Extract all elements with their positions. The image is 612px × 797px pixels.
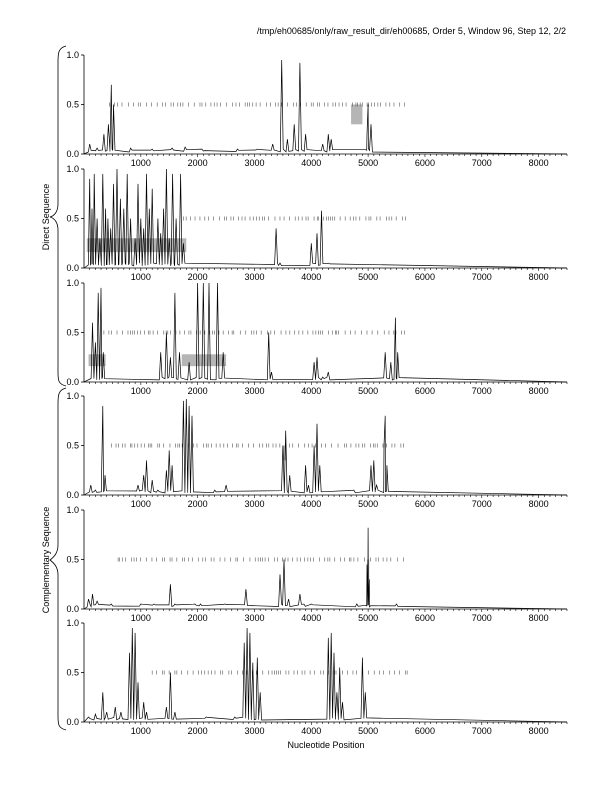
panel-6-y-tick-label-1: 0.0 [66, 717, 79, 727]
panel-3-y-tick-label-1: 0.0 [66, 377, 79, 387]
panel-4-x-tick-label-4: 4000 [301, 499, 322, 509]
panel-5-y-tick-label-3: 1.0 [66, 505, 79, 515]
panel-6-x-tick-label-8: 8000 [528, 726, 549, 736]
panel-3-y-tick-label-3: 1.0 [66, 278, 79, 288]
panel-2-y-tick-label-1: 0.0 [66, 263, 79, 273]
group-label-complementary: Complementary Sequence [41, 506, 51, 614]
panel-3-x-tick-label-6: 6000 [414, 386, 435, 396]
panel-5-y-tick-label-2: 0.5 [66, 554, 79, 565]
panel-6-y-tick-label-3: 1.0 [66, 618, 79, 628]
panel-5-y-tick-label-1: 0.0 [66, 604, 79, 614]
panel-4-x-tick-label-5: 5000 [358, 499, 379, 509]
panel-5-x-tick-label-5: 5000 [358, 613, 379, 623]
panel-2 [66, 164, 567, 282]
panel-4-x-tick-label-7: 7000 [471, 499, 492, 509]
panel-3-x-tick-label-4: 4000 [301, 386, 322, 396]
panel-5-x-tick-label-2: 2000 [187, 613, 208, 623]
panel-6-x-tick-label-3: 3000 [244, 726, 265, 736]
panel-3-shaded-region-2 [182, 354, 226, 366]
group-label-direct: Direct Sequence [41, 183, 51, 251]
panel-1-y-tick-label-2: 0.5 [66, 99, 79, 110]
panel-3-x-tick-label-5: 5000 [358, 386, 379, 396]
panel-3 [66, 278, 567, 396]
panel-4-y-tick-label-3: 1.0 [66, 391, 79, 401]
brace-complementary [50, 388, 66, 730]
panel-4-x-tick-label-6: 6000 [414, 499, 435, 509]
panel-1-x-tick-label-8: 8000 [528, 158, 549, 168]
panel-2-x-tick-label-5: 5000 [358, 272, 379, 282]
panel-2-x-tick-label-3: 3000 [244, 272, 265, 282]
panel-4-x-tick-label-2: 2000 [187, 499, 208, 509]
panel-5-x-tick-label-7: 7000 [471, 613, 492, 623]
panel-3-series-line [84, 283, 567, 382]
panel-4-x-tick-label-3: 3000 [244, 499, 265, 509]
panel-5-x-tick-label-1: 1000 [130, 613, 151, 623]
panel-3-x-tick-label-1: 1000 [130, 386, 151, 396]
panel-3-x-tick-label-7: 7000 [471, 386, 492, 396]
panel-1-shaded-region-1 [351, 105, 362, 125]
panel-2-x-tick-label-4: 4000 [301, 272, 322, 282]
panel-2-y-tick-label-2: 0.5 [66, 213, 79, 224]
panel-6-x-tick-label-7: 7000 [471, 726, 492, 736]
panel-6-x-tick-label-2: 2000 [187, 726, 208, 736]
panel-4-y-tick-label-2: 0.5 [66, 440, 79, 451]
panel-6-y-tick-label-2: 0.5 [66, 667, 79, 678]
panel-5-x-tick-label-4: 4000 [301, 613, 322, 623]
panel-6-x-tick-label-5: 5000 [358, 726, 379, 736]
panel-2-y-tick-label-3: 1.0 [66, 164, 79, 174]
panel-1-series-line [84, 60, 567, 154]
panel-1-x-tick-label-2: 2000 [187, 158, 208, 168]
panel-6 [66, 618, 567, 736]
panel-2-series-line [84, 169, 567, 268]
panel-6-series-line [84, 628, 567, 722]
panels-group [66, 50, 567, 736]
panel-2-x-tick-label-2: 2000 [187, 272, 208, 282]
panel-4-x-tick-label-1: 1000 [130, 499, 151, 509]
panel-2-x-tick-label-7: 7000 [471, 272, 492, 282]
panel-3-x-tick-label-2: 2000 [187, 386, 208, 396]
panel-4 [66, 391, 567, 509]
panel-6-x-tick-label-6: 6000 [414, 726, 435, 736]
panel-1-x-tick-label-1: 1000 [130, 158, 151, 168]
panel-4-x-tick-label-8: 8000 [528, 499, 549, 509]
panel-1-y-tick-label-3: 1.0 [66, 50, 79, 60]
panel-5-series-line [84, 528, 567, 609]
panel-5-x-tick-label-6: 6000 [414, 613, 435, 623]
panel-4-y-tick-label-1: 0.0 [66, 490, 79, 500]
panel-1-x-tick-label-6: 6000 [414, 158, 435, 168]
x-axis-title: Nucleotide Position [287, 740, 365, 750]
panel-1-x-tick-label-5: 5000 [358, 158, 379, 168]
panel-2-x-tick-label-8: 8000 [528, 272, 549, 282]
header-text: /tmp/eh00685/only/raw_result_dir/eh00685, Order 5, Window 96, Step 12, 2/2 [256, 26, 566, 36]
panel-2-x-tick-label-1: 1000 [130, 272, 151, 282]
panel-1-x-tick-label-3: 3000 [244, 158, 265, 168]
panel-3-x-tick-label-8: 8000 [528, 386, 549, 396]
panel-3-x-tick-label-3: 3000 [244, 386, 265, 396]
panel-3-y-tick-label-2: 0.5 [66, 327, 79, 338]
panel-1 [66, 50, 567, 168]
brace-direct [50, 46, 66, 386]
panel-2-x-tick-label-6: 6000 [414, 272, 435, 282]
panel-5-x-tick-label-3: 3000 [244, 613, 265, 623]
panel-5 [66, 505, 567, 623]
panel-1-y-tick-label-1: 0.0 [66, 149, 79, 159]
panel-1-x-tick-label-7: 7000 [471, 158, 492, 168]
panel-6-x-tick-label-1: 1000 [130, 726, 151, 736]
panel-5-x-tick-label-8: 8000 [528, 613, 549, 623]
panel-1-x-tick-label-4: 4000 [301, 158, 322, 168]
panel-6-x-tick-label-4: 4000 [301, 726, 322, 736]
